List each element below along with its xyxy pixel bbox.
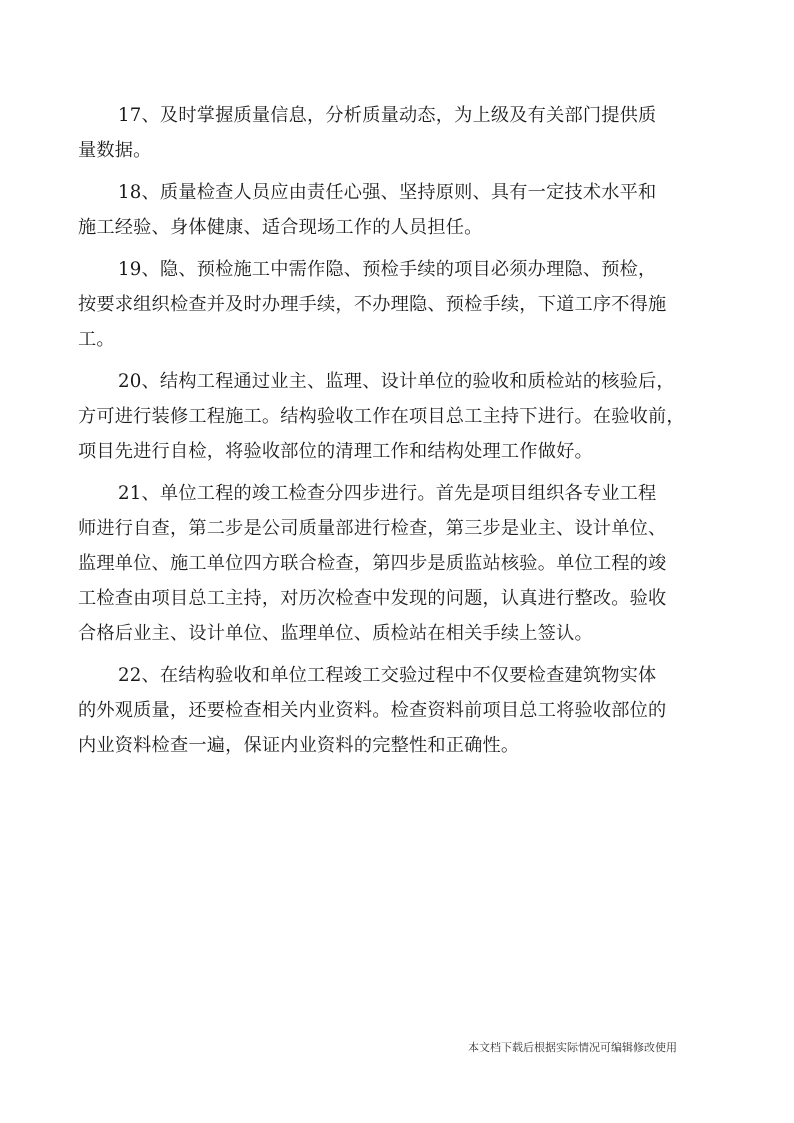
paragraph-line: 22、在结构验收和单位工程竣工交验过程中不仅要检查建筑物实体 <box>118 665 657 686</box>
document-body <box>78 98 738 770</box>
paragraph-20 <box>78 364 738 469</box>
paragraph-line: 量数据。 <box>78 140 152 161</box>
paragraph-22 <box>78 658 738 763</box>
paragraph-line: 的外观质量，还要检查相关内业资料。检查资料前项目总工将验收部位的 <box>78 700 667 721</box>
paragraph-18 <box>78 175 738 245</box>
paragraph-line: 合格后业主、设计单位、监理单位、质检站在相关手续上签认。 <box>78 623 593 644</box>
paragraph-line: 方可进行装修工程施工。结构验收工作在项目总工主持下进行。在验收前， <box>78 406 685 427</box>
paragraph-line: 21、单位工程的竣工检查分四步进行。首先是项目组织各专业工程 <box>118 483 657 504</box>
paragraph-17 <box>78 98 738 168</box>
paragraph-line: 内业资料检查一遍，保证内业资料的完整性和正确性。 <box>78 735 520 756</box>
paragraph-line: 按要求组织检查并及时办理手续，不办理隐、预检手续，下道工序不得施 <box>78 294 667 315</box>
footer-note: 本文档下载后根据实际情况可编辑修改使用 <box>468 1041 677 1054</box>
paragraph-line: 施工经验、身体健康、适合现场工作的人员担任。 <box>78 217 483 238</box>
paragraph-21 <box>78 476 738 651</box>
paragraph-line: 工检查由项目总工主持，对历次检查中发现的问题，认真进行整改。验收 <box>78 588 667 609</box>
paragraph-line: 20、结构工程通过业主、监理、设计单位的验收和质检站的核验后， <box>118 371 675 392</box>
paragraph-line: 项目先进行自检，将验收部位的清理工作和结构处理工作做好。 <box>78 441 593 462</box>
paragraph-line: 工。 <box>78 329 115 350</box>
paragraph-line: 17、及时掌握质量信息，分析质量动态，为上级及有关部门提供质 <box>118 105 657 126</box>
paragraph-line: 监理单位、施工单位四方联合检查，第四步是质监站核验。单位工程的竣 <box>78 553 667 574</box>
paragraph-line: 18、质量检查人员应由责任心强、坚持原则、具有一定技术水平和 <box>118 182 657 203</box>
paragraph-line: 师进行自查，第二步是公司质量部进行检查，第三步是业主、设计单位、 <box>78 518 667 539</box>
paragraph-line: 19、隐、预检施工中需作隐、预检手续的项目必须办理隐、预检， <box>118 259 657 280</box>
paragraph-19 <box>78 252 738 357</box>
